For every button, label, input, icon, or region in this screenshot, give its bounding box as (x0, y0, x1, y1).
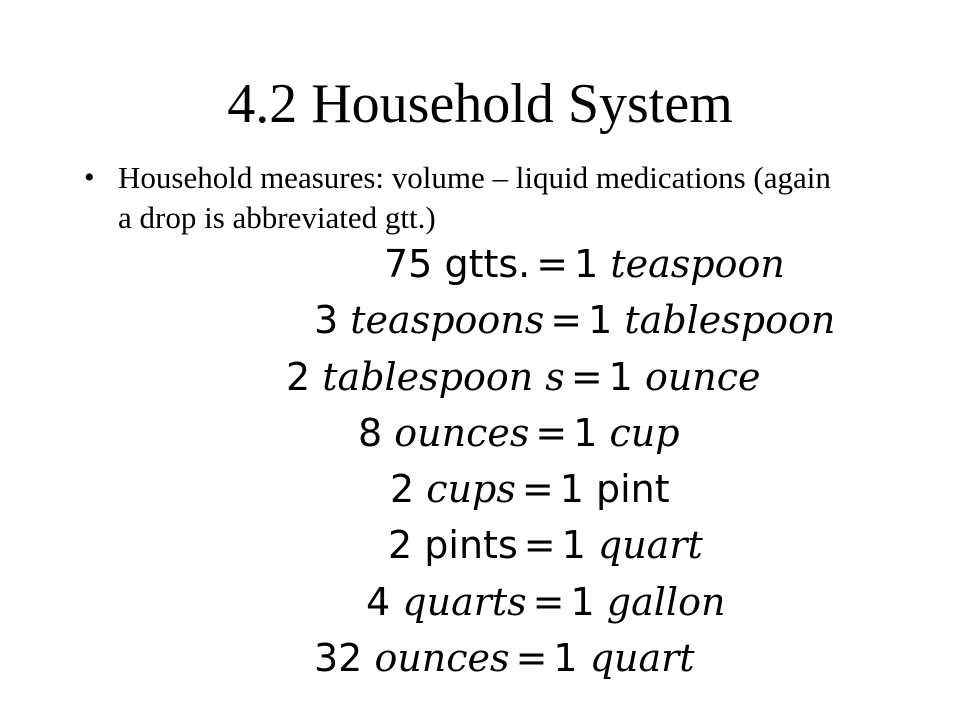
equation-right-unit: ounce (644, 355, 761, 399)
equation-right-number: 1 (570, 580, 595, 624)
equation-right-unit: gallon (606, 580, 726, 624)
equals-sign: = (550, 298, 583, 342)
equation-right-unit: pint (596, 467, 670, 511)
equation-right-unit: quart (597, 523, 703, 567)
equation-right-number: 1 (574, 242, 599, 286)
equation-left-number: 8 (358, 411, 383, 455)
slide-title: 4.2 Household System (227, 73, 733, 135)
equation-right-unit: cup (609, 411, 680, 455)
equation-left-number: 2 (388, 523, 413, 567)
conversion-equation (384, 242, 785, 286)
equation-left-unit: ounces (374, 636, 510, 680)
equation-right-number: 1 (608, 355, 633, 399)
equation-left-number: 4 (366, 580, 391, 624)
conversion-equation (366, 580, 725, 624)
equals-sign: = (535, 411, 568, 455)
equals-sign: = (515, 636, 548, 680)
conversion-equation (390, 467, 670, 511)
bullet-text: Household measures: volume – liquid medications (again a drop is abbreviated gtt.) (118, 160, 831, 235)
equation-left-unit: pints (424, 523, 518, 567)
equation-left-number: 2 (390, 467, 415, 511)
equation-left-unit: gtts. (444, 242, 531, 286)
equals-sign: = (536, 242, 569, 286)
conversion-equation (286, 355, 761, 399)
equals-sign: = (532, 580, 565, 624)
equation-right-number: 1 (573, 411, 598, 455)
conversion-equation (314, 298, 835, 342)
bullet-glyph: • (84, 161, 95, 194)
equation-right-number: 1 (588, 298, 613, 342)
equation-left-unit: teaspoons (350, 298, 545, 342)
equation-left-number: 75 (384, 242, 433, 286)
equals-sign: = (521, 467, 554, 511)
conversion-equation (314, 636, 695, 680)
equation-left-unit: ounces (394, 411, 530, 455)
conversion-equation (358, 411, 680, 455)
equation-left-number: 3 (314, 298, 339, 342)
equation-left-unit: tablespoon s (322, 355, 565, 399)
equation-left-unit: quarts (402, 580, 527, 624)
equation-right-unit: tablespoon (624, 298, 836, 342)
equation-right-unit: teaspoon (610, 242, 785, 286)
equals-sign: = (570, 355, 603, 399)
equation-right-unit: quart (589, 636, 695, 680)
equation-left-number: 32 (314, 636, 363, 680)
equals-sign: = (523, 523, 556, 567)
conversion-equation (388, 523, 703, 567)
equation-left-number: 2 (286, 355, 311, 399)
equation-left-unit: cups (426, 467, 516, 511)
equation-right-number: 1 (559, 467, 584, 511)
equation-right-number: 1 (553, 636, 578, 680)
equation-right-number: 1 (561, 523, 586, 567)
